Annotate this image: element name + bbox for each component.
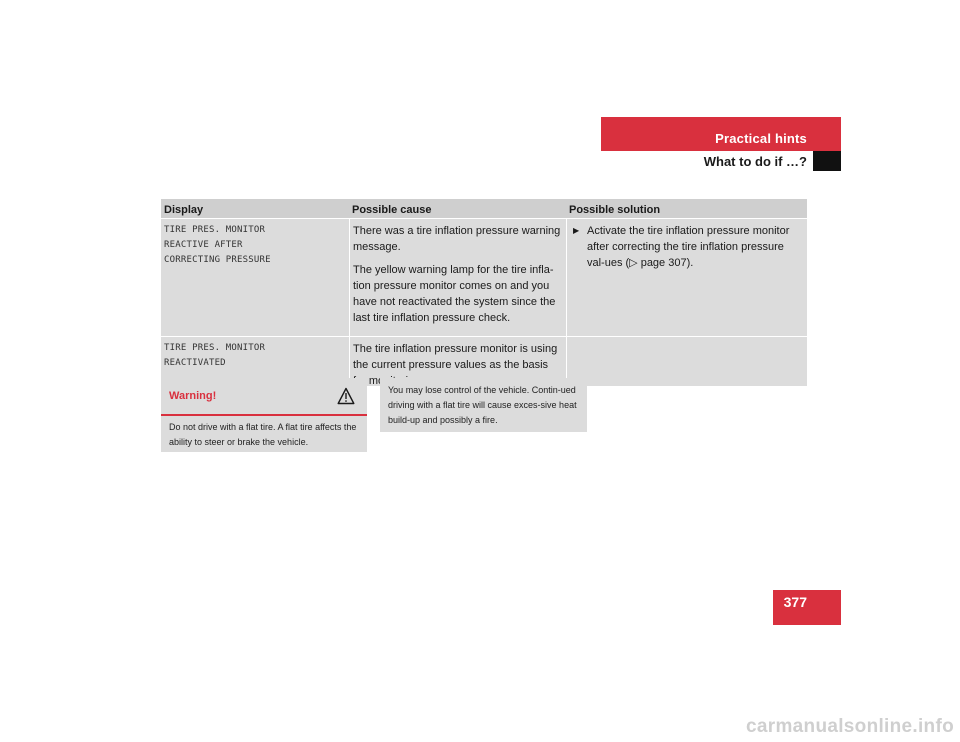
possible-cause <box>349 219 566 336</box>
warning-triangle-icon <box>337 387 355 405</box>
section-title: Practical hints <box>715 131 807 146</box>
troubleshooting-table <box>161 199 807 386</box>
warning-text: Do not drive with a flat tire. A flat tire affects the ability to steer or brake the vehicle. <box>169 422 357 447</box>
cause-paragraph: There was a tire inflation pressure warning message. <box>353 225 561 253</box>
watermark: carmanualsonline.info <box>746 716 954 737</box>
column-header-cause: Possible cause <box>352 204 432 216</box>
column-header-solution: Possible solution <box>569 204 661 216</box>
section-header-band <box>601 117 841 151</box>
bullet-triangle-icon: ▶ <box>573 226 580 235</box>
display-line: REACTIVE AFTER <box>164 240 243 250</box>
page-number-box <box>773 590 841 625</box>
display-message <box>161 219 349 336</box>
display-line: REACTIVATED <box>164 358 226 368</box>
solution-text: Activate the tire inflation pressure monitor after correcting the tire inflation pressure val-ues (▷ page 307). <box>587 225 790 269</box>
table-header <box>161 199 807 218</box>
display-line: TIRE PRES. MONITOR <box>164 343 266 353</box>
possible-solution <box>566 337 807 386</box>
warning-title: Warning! <box>169 390 217 402</box>
cause-paragraph: The yellow warning lamp for the tire infla-tion pressure monitor comes on and you have not reactivated the system since the last tire inflation pressure check. <box>353 264 556 324</box>
header-corner-block <box>813 151 841 171</box>
table-row <box>161 218 807 336</box>
cause-paragraph: The tire inflation pressure monitor is using the current pressure values as the basis <box>353 343 558 371</box>
display-line: CORRECTING PRESSURE <box>164 255 271 265</box>
page-number: 377 <box>783 594 807 610</box>
column-header-display: Display <box>164 204 204 216</box>
warning-continuation-box: You may lose control of the vehicle. Contin-ued driving with a flat tire will cause exces-sive heat build-up and possibly a fire. <box>380 378 587 432</box>
warning-header <box>161 378 367 416</box>
section-subtitle: What to do if …? <box>703 154 807 169</box>
possible-solution <box>566 219 807 336</box>
display-line: TIRE PRES. MONITOR <box>164 225 266 235</box>
warning-box <box>161 378 367 452</box>
